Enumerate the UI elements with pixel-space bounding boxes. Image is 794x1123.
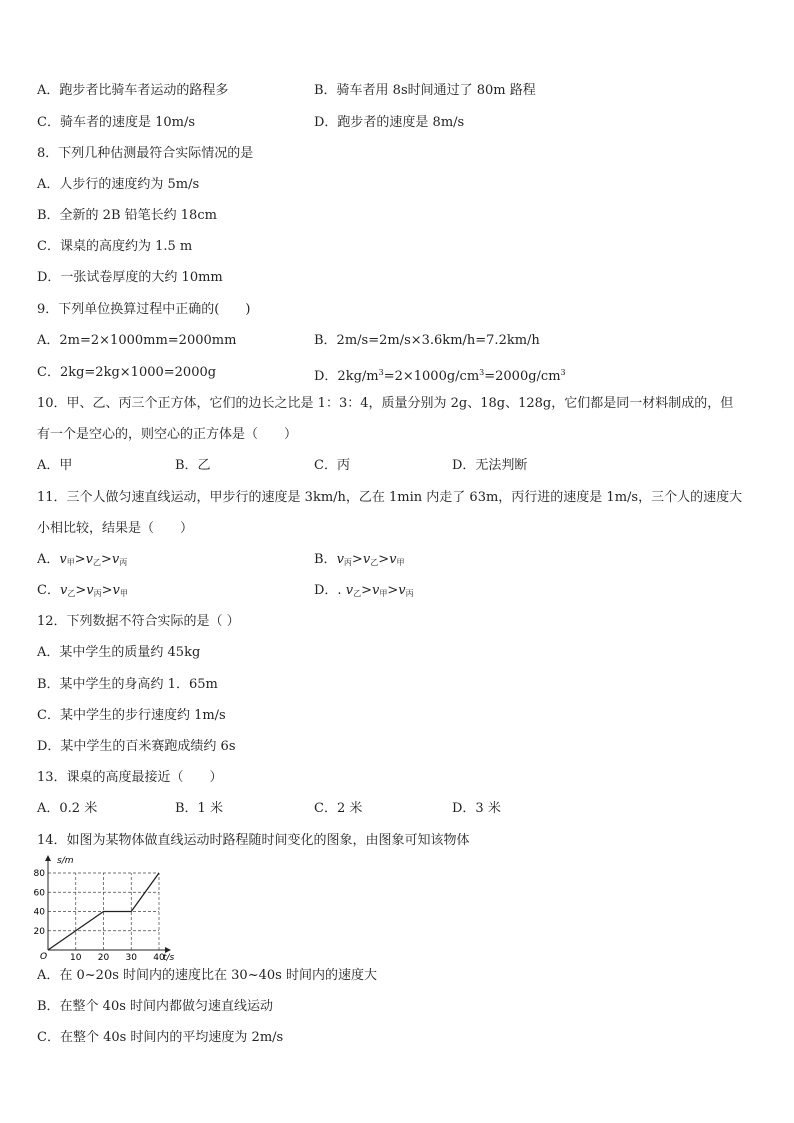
origin-label: O: [40, 952, 48, 962]
q11-option-c: C．$v_乙>v_丙>v_甲$: [37, 583, 128, 598]
q7-option-d: D．跑步者的速度是 8m/s: [314, 115, 465, 130]
q7-option-a: A．跑步者比骑车者运动的路程多: [37, 83, 229, 98]
q12-option-d: D．某中学生的百米赛跑成绩约 6s: [37, 739, 236, 754]
q12-option-a: A．某中学生的质量约 45kg: [37, 645, 201, 660]
y-tick-label: 40: [33, 907, 45, 918]
q8-option-b: B．全新的 2B 铅笔长约 18cm: [37, 208, 217, 223]
q9-option-c: C．2kg=2kg×1000=2000g: [37, 365, 217, 380]
q8-option-c: C．课桌的高度约为 1.5 m: [37, 239, 193, 254]
q14-option-c: C．在整个 40s 时间内的平均速度为 2m/s: [37, 1030, 284, 1045]
q8-stem: 8．下列几种估测最符合实际情况的是: [37, 146, 254, 161]
q13-stem: 13．课桌的高度最接近（ ）: [37, 770, 223, 785]
q13-option-a: A．0.2 米: [37, 801, 98, 816]
q9-option-d: D．$2kg/m^3=2\times 1000g/cm^3=2000g/cm^3$: [314, 368, 566, 384]
x-tick-label: 40: [153, 953, 165, 963]
y-tick-label: 20: [33, 926, 45, 937]
q10-stem-line2: 有一个是空心的，则空心的正方体是（ ）: [37, 427, 298, 442]
x-tick-label: 10: [70, 953, 82, 963]
q13-option-d: D．3 米: [452, 801, 501, 816]
y-tick-label: 60: [33, 888, 45, 899]
q12-option-c: C．某中学生的步行速度约 1m/s: [37, 708, 226, 723]
q12-stem: 12．下列数据不符合实际的是（ ）: [37, 614, 240, 629]
q8-option-a: A．人步行的速度约为 5m/s: [37, 177, 200, 192]
q14-option-a: A．在 0~20s 时间内的速度比在 30~40s 时间内的速度大: [37, 968, 377, 983]
q11-option-a: A．$v_甲>v_乙>v_丙$: [37, 552, 128, 567]
q9-option-a: A．2m=2×1000mm=2000mm: [37, 333, 237, 348]
q9-option-b: B．2m/s=2m/s×3.6km/h=7.2km/h: [314, 333, 540, 348]
q10-option-b: B．乙: [175, 458, 211, 473]
x-axis-label: t/s: [163, 953, 175, 963]
q13-option-c: C．2 米: [314, 801, 363, 816]
q10-stem-line1: 10．甲、乙、丙三个正方体，它们的边长之比是 1：3：4，质量分别为 2g、18g、128g，它们都是同一材料制成的，但: [37, 396, 734, 411]
q10-option-a: A．甲: [37, 458, 73, 473]
q11-option-d: D．. $v_乙>v_甲>v_丙$: [314, 583, 414, 598]
q7-option-c: C．骑车者的速度是 10m/s: [37, 115, 195, 130]
y-tick-label: 80: [33, 869, 45, 879]
q9-stem: 9．下列单位换算过程中正确的( ): [37, 302, 251, 317]
q13-option-b: B．1 米: [175, 801, 223, 816]
q8-option-d: D．一张试卷厚度的大约 10mm: [37, 270, 223, 285]
q11-option-b: B．$v_丙>v_乙>v_甲$: [314, 552, 405, 567]
q7-option-b: B．骑车者用 8s时间通过了 80m 路程: [314, 83, 536, 98]
x-tick-label: 20: [97, 953, 110, 963]
q12-option-b: B．某中学生的身高约 1．65m: [37, 677, 218, 692]
q14-option-b: B．在整个 40s 时间内都做匀速直线运动: [37, 999, 274, 1014]
y-axis-label: s/m: [57, 856, 74, 866]
distance-time-chart: [30, 852, 180, 964]
x-tick-label: 30: [125, 953, 137, 963]
q11-stem-line2: 小相比较，结果是（ ）: [37, 521, 194, 536]
q14-stem: 14．如图为某物体做直线运动时路程随时间变化的图象，由图象可知该物体: [37, 833, 470, 848]
q10-option-c: C．丙: [314, 458, 350, 473]
q11-stem-line1: 11．三个人做匀速直线运动，甲步行的速度是 3km/h，乙在 1min 内走了 63m，丙行进的速度是 1m/s，三个人的速度大: [37, 490, 743, 505]
q10-option-d: D．无法判断: [452, 458, 528, 473]
